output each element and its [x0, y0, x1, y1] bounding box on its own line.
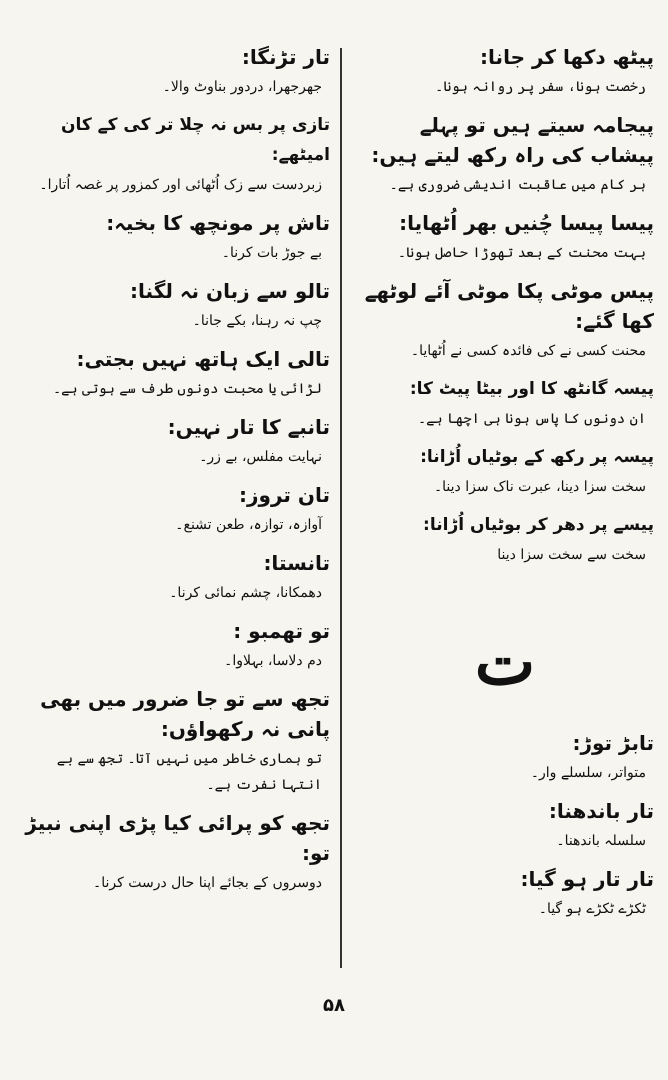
definition: بہت محنت کے بعد تھوڑا حاصل ہونا۔ [397, 245, 646, 261]
entry [22, 208, 330, 266]
column-divider [340, 48, 342, 968]
definition: دوسروں کے بجائے اپنا حال درست کرنا۔ [93, 875, 322, 891]
entry [22, 684, 330, 798]
page-number: ۵۸ [323, 995, 345, 1016]
headword: پیسہ پر رکھ کے بوٹیاں اُڑانا: [420, 447, 654, 467]
headword: پیسے پر دھر کر بوٹیاں اُڑانا: [423, 515, 654, 535]
definition: سخت سے سخت سزا دینا [497, 547, 646, 563]
headword: تاش پر مونچھ کا بخیہ: [106, 211, 330, 235]
definition: متواتر، سلسلے وار۔ [530, 765, 646, 781]
headword: تابڑ توڑ: [572, 731, 654, 755]
headword: پیسہ گانٹھ کا اور بیٹا پیٹ کا: [409, 379, 654, 399]
headword: پیسا پیسا چُنیں بھر اُٹھایا: [399, 211, 654, 235]
entry [356, 208, 654, 266]
entry [356, 110, 654, 198]
entry [22, 412, 330, 470]
headword: پیجامہ سیتے ہیں تو پہلے پیشاب کی راہ رکھ لیتے ہیں: [371, 113, 654, 167]
definition: ان دونوں کا پاس ہونا ہی اچھا ہے۔ [417, 411, 646, 427]
headword: تو تھمبو : [233, 619, 330, 643]
definition: محنت کسی نے کی فائدہ کسی نے اُٹھایا۔ [410, 343, 646, 359]
headword: تانبے کا تار نہیں: [167, 415, 330, 439]
headword: تالو سے زبان نہ لگنا: [130, 279, 330, 303]
entry [356, 276, 654, 364]
entry [22, 42, 330, 100]
definition: سخت سزا دینا، عبرت ناک سزا دینا۔ [433, 479, 646, 495]
headword: تازی پر بس نہ چلا تر کی کے کان امیٹھے: [60, 115, 330, 165]
definition: لڑائی یا محبت دونوں طرف سے ہوتی ہے۔ [52, 381, 322, 397]
entry [22, 548, 330, 606]
headword: تار باندھنا: [548, 799, 654, 823]
definition: نہایت مفلس، بے زر۔ [199, 449, 322, 465]
definition: چپ نہ رہنا، بکے جانا۔ [192, 313, 322, 329]
entry [22, 344, 330, 402]
definition: ہر کام میں عاقبت اندیشی ضروری ہے۔ [389, 177, 646, 193]
definition: ٹکڑے ٹکڑے ہو گیا۔ [538, 901, 646, 917]
definition: رخصت ہونا، سفر پر روانہ ہونا۔ [435, 79, 646, 95]
definition: زبردست سے زک اُٹھائی اور کمزور پر غصہ اُتارا۔ [39, 177, 322, 193]
headword: تار تڑنگا: [241, 45, 330, 69]
headword: تجھ کو پرائی کیا پڑی اپنی نبیڑ تو: [25, 811, 330, 865]
right-column [356, 42, 654, 932]
entry [356, 796, 654, 854]
definition: دم دلاسا، بہلاوا۔ [224, 653, 322, 669]
headword: پیٹھ دکھا کر جانا: [480, 45, 654, 69]
entry [22, 276, 330, 334]
entry [356, 42, 654, 100]
headword: پیس موٹی پکا موٹی آئے لوٹھے کھا گئے: [364, 279, 654, 333]
entry [356, 442, 654, 500]
entry [22, 110, 330, 198]
entry [22, 616, 330, 674]
entry [356, 864, 654, 922]
entry [356, 510, 654, 568]
entry [356, 374, 654, 432]
entry [22, 480, 330, 538]
entry [22, 808, 330, 896]
headword: تجھ سے تو جا ضرور میں بھی پانی نہ رکھواؤں: [40, 687, 330, 741]
entry [356, 728, 654, 786]
definition: دھمکانا، چشم نمائی کرنا۔ [169, 585, 322, 601]
definition: آوازہ، توازہ، طعن تشنع۔ [175, 517, 322, 533]
definition: بے جوڑ بات کرنا۔ [221, 245, 322, 261]
headword: تان تروز: [239, 483, 330, 507]
headword: تانستا: [263, 551, 330, 575]
left-column [22, 42, 330, 906]
headword: تار تار ہو گیا: [520, 867, 654, 891]
definition: جھرجھرا، دردور بناوٹ والا۔ [162, 79, 322, 95]
headword: تالی ایک ہاتھ نہیں بجتی: [76, 347, 330, 371]
section-letter: ت [474, 625, 536, 700]
definition: سلسلہ باندھنا۔ [556, 833, 646, 849]
definition: تو ہماری خاطر میں نہیں آتا۔ تجھ سے بے انتہا نفرت ہے۔ [56, 751, 322, 793]
